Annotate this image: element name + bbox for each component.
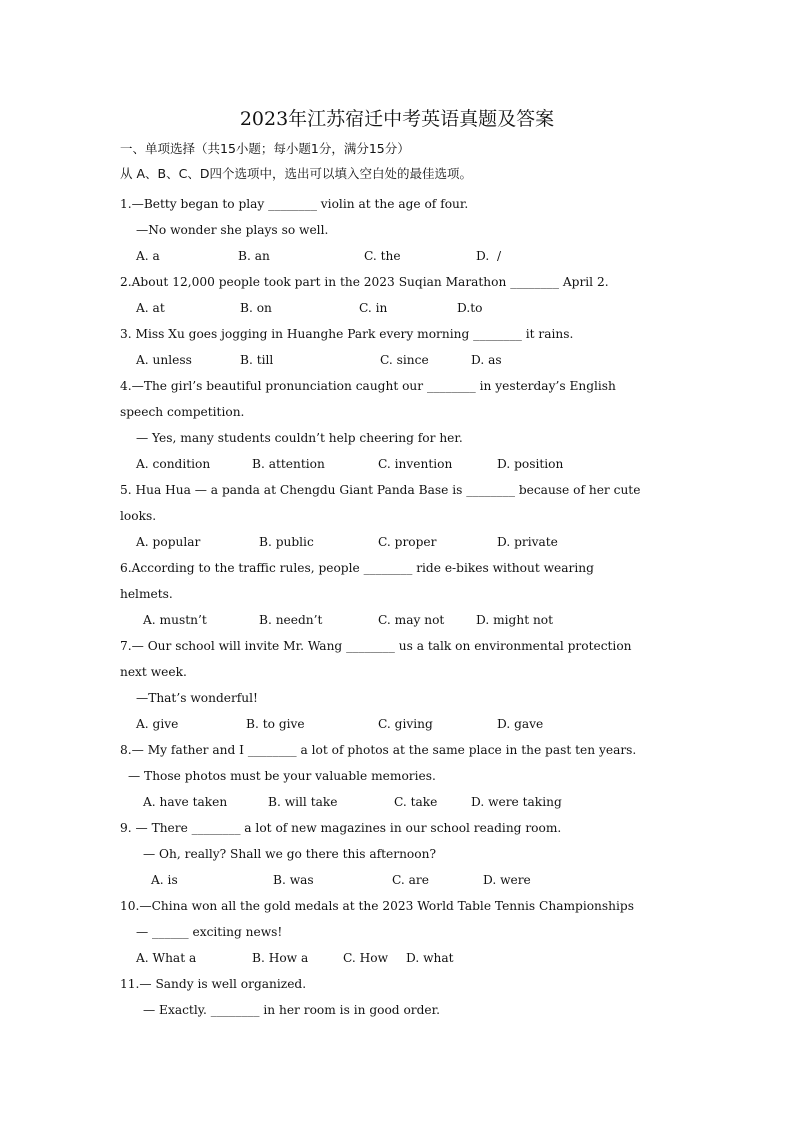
section-heading: 一、单项选择（共15小题；每小题1分，满分15分） [120,141,410,156]
question-8-reply: — Those photos must be your valuable memories. [128,769,436,783]
question-4-stem: 4.—The girl’s beautiful pronunciation caught our ________ in yesterday’s English [120,379,616,393]
question-10-stem: 10.—China won all the gold medals at the 2023 World Table Tennis Championships [120,899,634,913]
question-7-stem: 7.— Our school will invite Mr. Wang ________ us a talk on environmental protection [120,639,632,653]
question-3-option-b: B. till [240,353,274,367]
question-3-option-c: C. since [380,353,429,367]
question-4-option-d: D. position [497,457,564,471]
question-6-stem-cont: helmets. [120,587,173,601]
question-9-option-b: B. was [273,873,314,887]
question-4-option-a: A. condition [136,457,211,471]
question-10-option-b: B. How a [252,951,309,965]
question-11-stem: 11.— Sandy is well organized. [120,977,307,991]
question-2-option-c: C. in [359,301,388,315]
question-6-option-c: C. may not [378,613,445,627]
question-6-option-d: D. might not [476,613,554,627]
question-7-option-c: C. giving [378,717,433,731]
question-10-reply: — ______ exciting news! [136,925,283,939]
question-8-option-d: D. were taking [471,795,562,809]
question-10-option-a: A. What a [136,951,197,965]
question-8-option-c: C. take [394,795,438,809]
question-2-option-a: A. at [136,301,165,315]
page-title: 2023年江苏宿迁中考英语真题及答案 [239,108,555,130]
question-4-option-b: B. attention [252,457,325,471]
question-10-option-d: D. what [406,951,454,965]
question-5-stem: 5. Hua Hua — a panda at Chengdu Giant Panda Base is ________ because of her cute [120,483,641,497]
question-2-stem: 2.About 12,000 people took part in the 2023 Suqian Marathon ________ April 2. [120,275,609,289]
question-7-option-d: D. gave [497,717,544,731]
question-3-stem: 3. Miss Xu goes jogging in Huanghe Park every morning ________ it rains. [120,327,574,341]
question-9-stem: 9. — There ________ a lot of new magazines in our school reading room. [120,821,562,835]
question-1-stem: 1.—Betty began to play ________ violin at the age of four. [120,197,469,211]
question-3-option-a: A. unless [136,353,192,367]
section-instruction: 从 A、B、C、D四个选项中，选出可以填入空白处的最佳选项。 [120,166,472,181]
question-5-stem-cont: looks. [120,509,157,523]
question-1-option-a: A. a [136,249,160,263]
question-4-reply: — Yes, many students couldn’t help cheering for her. [136,431,463,445]
question-2-option-d: D.to [457,301,483,315]
question-9-option-a: A. is [151,873,178,887]
question-7-reply: —That’s wonderful! [136,691,258,705]
question-11-reply: — Exactly. ________ in her room is in good order. [143,1003,441,1017]
question-5-option-c: C. proper [378,535,437,549]
question-4-stem-cont: speech competition. [120,405,245,419]
question-8-option-a: A. have taken [143,795,228,809]
question-8-option-b: B. will take [268,795,338,809]
question-9-option-c: C. are [392,873,429,887]
question-8-stem: 8.— My father and I ________ a lot of photos at the same place in the past ten years. [120,743,637,757]
question-2-option-b: B. on [240,301,272,315]
question-6-option-a: A. mustn’t [143,613,207,627]
question-9-reply: — Oh, really? Shall we go there this afternoon? [143,847,436,861]
question-10-option-c: C. How [343,951,389,965]
question-6-option-b: B. needn’t [259,613,323,627]
question-6-stem: 6.According to the traffic rules, people ________ ride e-bikes without wearing [120,561,594,575]
question-5-option-b: B. public [259,535,314,549]
question-4-option-c: C. invention [378,457,453,471]
question-1-option-d: D. / [476,249,502,263]
question-9-option-d: D. were [483,873,531,887]
question-7-option-a: A. give [136,717,179,731]
question-5-option-a: A. popular [136,535,201,549]
question-5-option-d: D. private [497,535,558,549]
question-3-option-d: D. as [471,353,502,367]
question-7-option-b: B. to give [246,717,305,731]
question-7-stem-cont: next week. [120,665,187,679]
question-1-option-b: B. an [238,249,270,263]
question-1-option-c: C. the [364,249,401,263]
question-1-reply: —No wonder she plays so well. [136,223,329,237]
